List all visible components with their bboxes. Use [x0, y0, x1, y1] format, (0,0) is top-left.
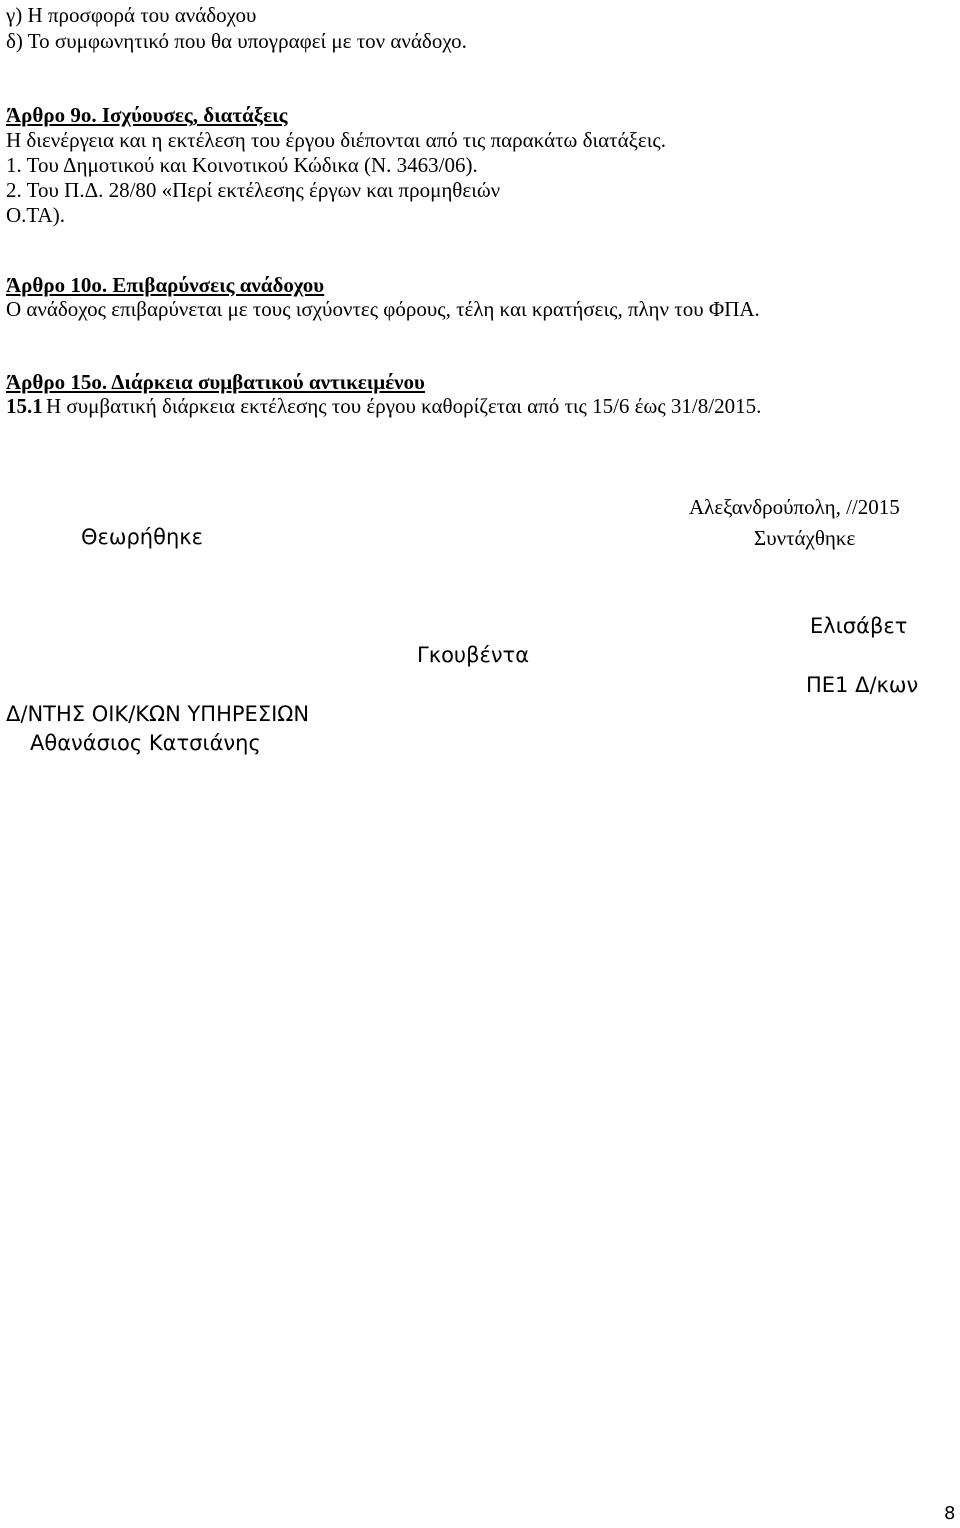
- article-9-line-3: Ο.ΤΑ).: [6, 203, 65, 227]
- article-15-heading: Άρθρο 15ο. Διάρκεια συμβατικού αντικειμένου: [6, 370, 425, 394]
- article-9-line-2: 2. Του Π.Δ. 28/80 «Περί εκτέλεσης έργων και προμηθειών: [6, 178, 501, 202]
- composer-last-name: Γκουβέντα: [417, 643, 530, 667]
- article-9-heading: Άρθρο 9ο. Ισχύουσες, διατάξεις: [6, 103, 288, 127]
- article-9-line-1: 1. Του Δημοτικού και Κοινοτικού Κώδικα (Ν. 3463/06).: [6, 153, 478, 177]
- place-date: Αλεξανδρούπολη, //2015: [689, 495, 900, 519]
- article-10-text: Ο ανάδοχος επιβαρύνεται με τους ισχύοντες φόρους, τέλη και κρατήσεις, πλην του ΦΠΑ.: [6, 297, 760, 321]
- composed-label: Συντάχθηκε: [754, 526, 856, 550]
- article-9-intro: Η διενέργεια και η εκτέλεση του έργου διέπονται από τις παρακάτω διατάξεις.: [6, 128, 666, 152]
- reviewer-name: Αθανάσιος Κατσιάνης: [30, 731, 261, 755]
- list-item-g: γ) Η προσφορά του ανάδοχου: [6, 3, 257, 27]
- article-15-text: Η συμβατική διάρκεια εκτέλεσης του έργου καθορίζεται από τις 15/6 έως 31/8/2015.: [46, 394, 762, 418]
- article-15-number: 15.1: [6, 394, 43, 418]
- composer-title: ΠΕ1 Δ/κων: [806, 673, 919, 697]
- article-10-heading: Άρθρο 10ο. Επιβαρύνσεις ανάδοχου: [6, 273, 325, 297]
- reviewed-label: Θεωρήθηκε: [81, 525, 203, 549]
- page-number: 8: [944, 1503, 956, 1524]
- reviewer-title: Δ/ΝΤΗΣ ΟΙΚ/ΚΩΝ ΥΠΗΡΕΣΙΩΝ: [6, 702, 310, 726]
- article-15-paragraph: [6, 394, 761, 419]
- list-item-d: δ) Το συμφωνητικό που θα υπογραφεί με τον ανάδοχο.: [6, 29, 467, 53]
- composer-first-name: Ελισάβετ: [810, 614, 908, 638]
